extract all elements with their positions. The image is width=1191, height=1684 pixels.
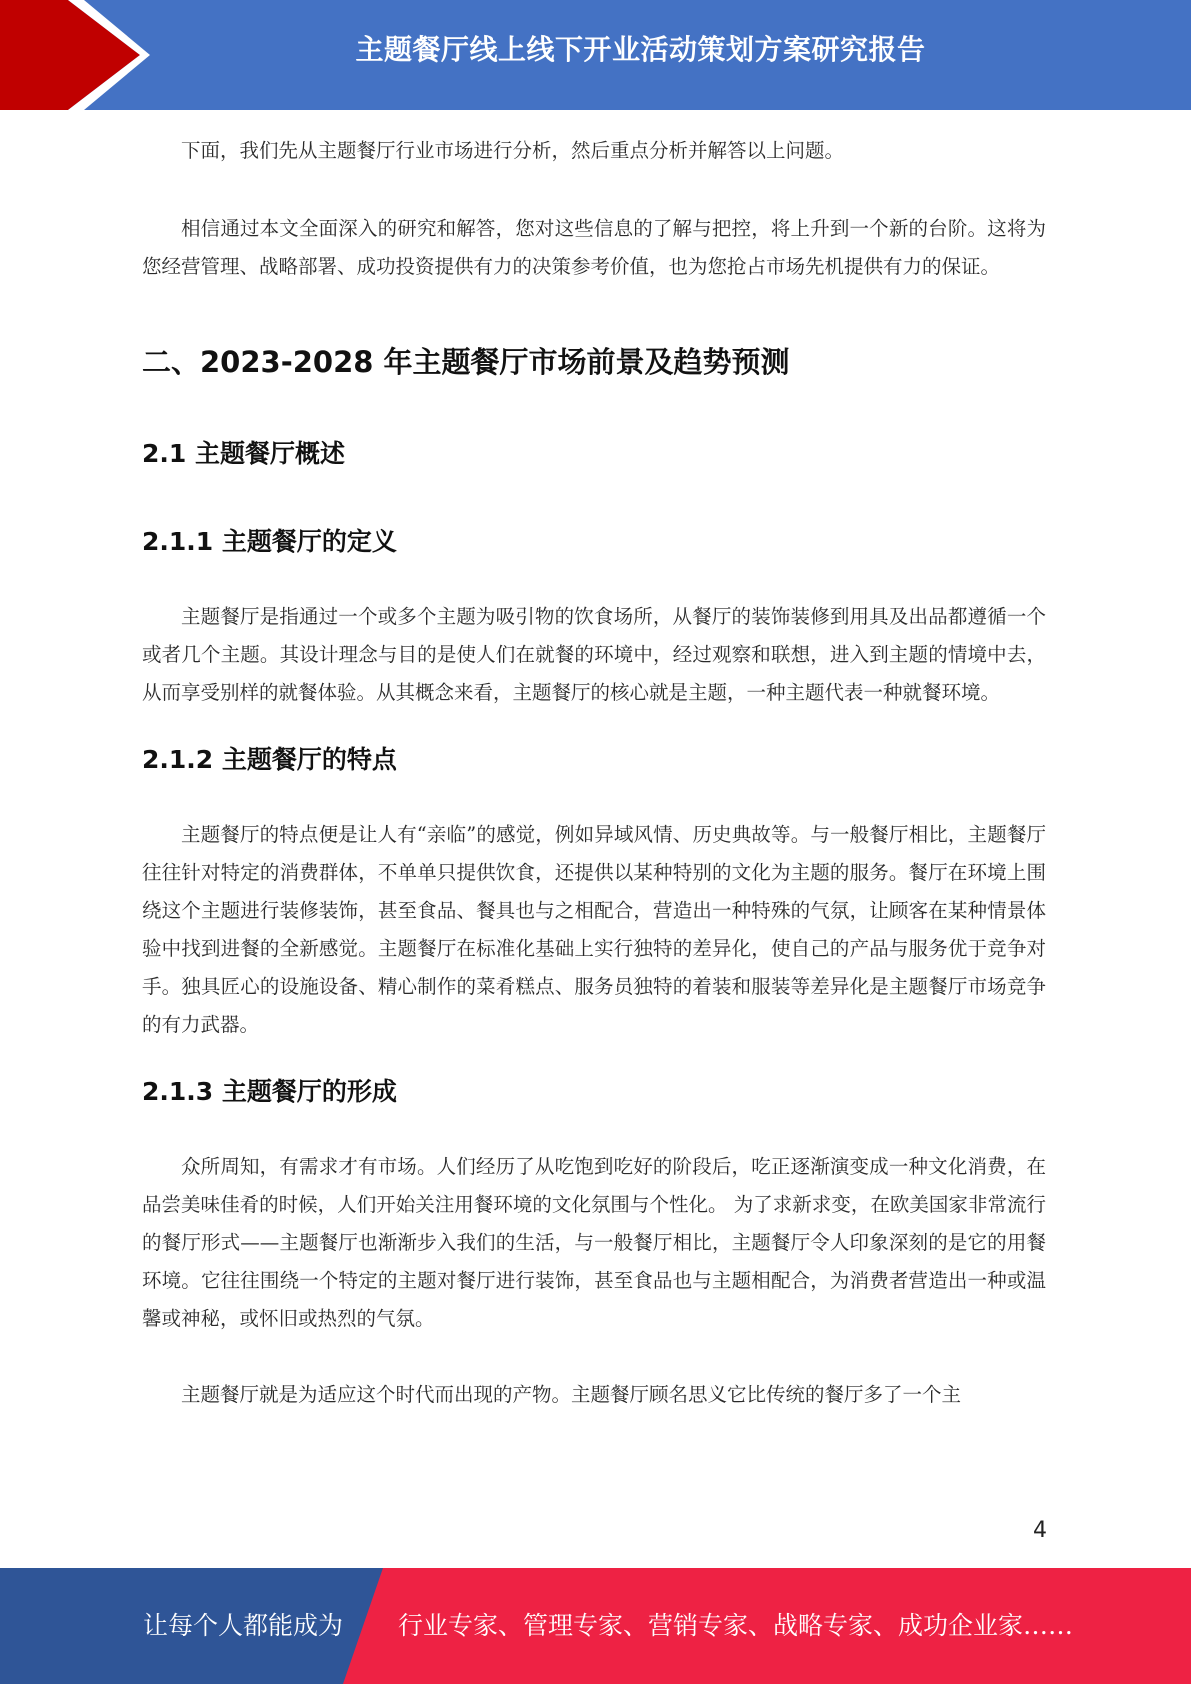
paragraph-belief: 相信通过本文全面深入的研究和解答，您对这些信息的了解与把控，将上升到一个新的台阶。这将为您经营管理、战略部署、成功投资提供有力的决策参考价值，也为您抢占市场先机提供有力的保证。	[142, 217, 1046, 278]
paragraph-features: 主题餐厅的特点便是让人有“亲临”的感觉，例如异域风情、历史典故等。与一般餐厅相比，主题餐厅往往针对特定的消费群体，不单单只提供饮食，还提供以某种特别的文化为主题的服务。餐厅在环境上围绕这个主题进行装修装饰，甚至食品、餐具也与之相配合，营造出一种特殊的气氛，让顾客在某种情景体验中找到进餐的全新感觉。主题餐厅在标准化基础上实行独特的差异化，使自己的产品与服务优于竞争对手。独具匠心的设施设备、精心制作的菜肴糕点、服务员独特的着装和服装等差异化是主题餐厅市场竞争的有力武器。	[142, 823, 1046, 1036]
section-heading-2: 二、2023-2028 年主题餐厅市场前景及趋势预测	[142, 345, 790, 379]
paragraph-product: 主题餐厅就是为适应这个时代而出现的产物。主题餐厅顾名思义它比传统的餐厅多了一个主	[181, 1383, 962, 1406]
paragraph-intro: 下面，我们先从主题餐厅行业市场进行分析，然后重点分析并解答以上问题。	[181, 139, 845, 162]
header-title: 主题餐厅线上线下开业活动策划方案研究报告	[355, 33, 926, 66]
paragraph-formation: 众所周知，有需求才有市场。人们经历了从吃饱到吃好的阶段后，吃正逐渐演变成一种文化消费，在品尝美味佳肴的时候，人们开始关注用餐环境的文化氛围与个性化。 为了求新求变，在欧美国家非常流行的餐厅形式——主题餐厅也渐渐步入我们的生活，与一般餐厅相比，主题餐厅令人印象深刻的是它的用餐环境。它往往围绕一个特定的主题对餐厅进行装饰，甚至食品也与主题相配合，为消费者营造出一种或温馨或神秘，或怀旧或热烈的气氛。	[142, 1155, 1046, 1330]
document-body	[142, 132, 1046, 1414]
footer-slogan-right: 行业专家、管理专家、营销专家、战略专家、成功企业家……	[398, 1611, 1074, 1640]
subsection-heading-2-1-3: 2.1.3 主题餐厅的形成	[142, 1077, 397, 1106]
subsection-heading-2-1-2: 2.1.2 主题餐厅的特点	[142, 745, 397, 774]
subsection-heading-2-1: 2.1 主题餐厅概述	[142, 439, 345, 468]
subsection-heading-2-1-1: 2.1.1 主题餐厅的定义	[142, 527, 397, 556]
page-number: 4	[1033, 1518, 1047, 1543]
footer-slogan-left: 让每个人都能成为	[143, 1611, 344, 1640]
page-footer	[0, 1568, 1191, 1684]
paragraph-definition: 主题餐厅是指通过一个或多个主题为吸引物的饮食场所，从餐厅的装饰装修到用具及出品都遵循一个或者几个主题。其设计理念与目的是使人们在就餐的环境中，经过观察和联想，进入到主题的情境中去，从而享受别样的就餐体验。从其概念来看，主题餐厅的核心就是主题，一种主题代表一种就餐环境。	[142, 605, 1046, 704]
page-header	[0, 0, 1191, 110]
header-arrow-decoration	[0, 0, 150, 110]
